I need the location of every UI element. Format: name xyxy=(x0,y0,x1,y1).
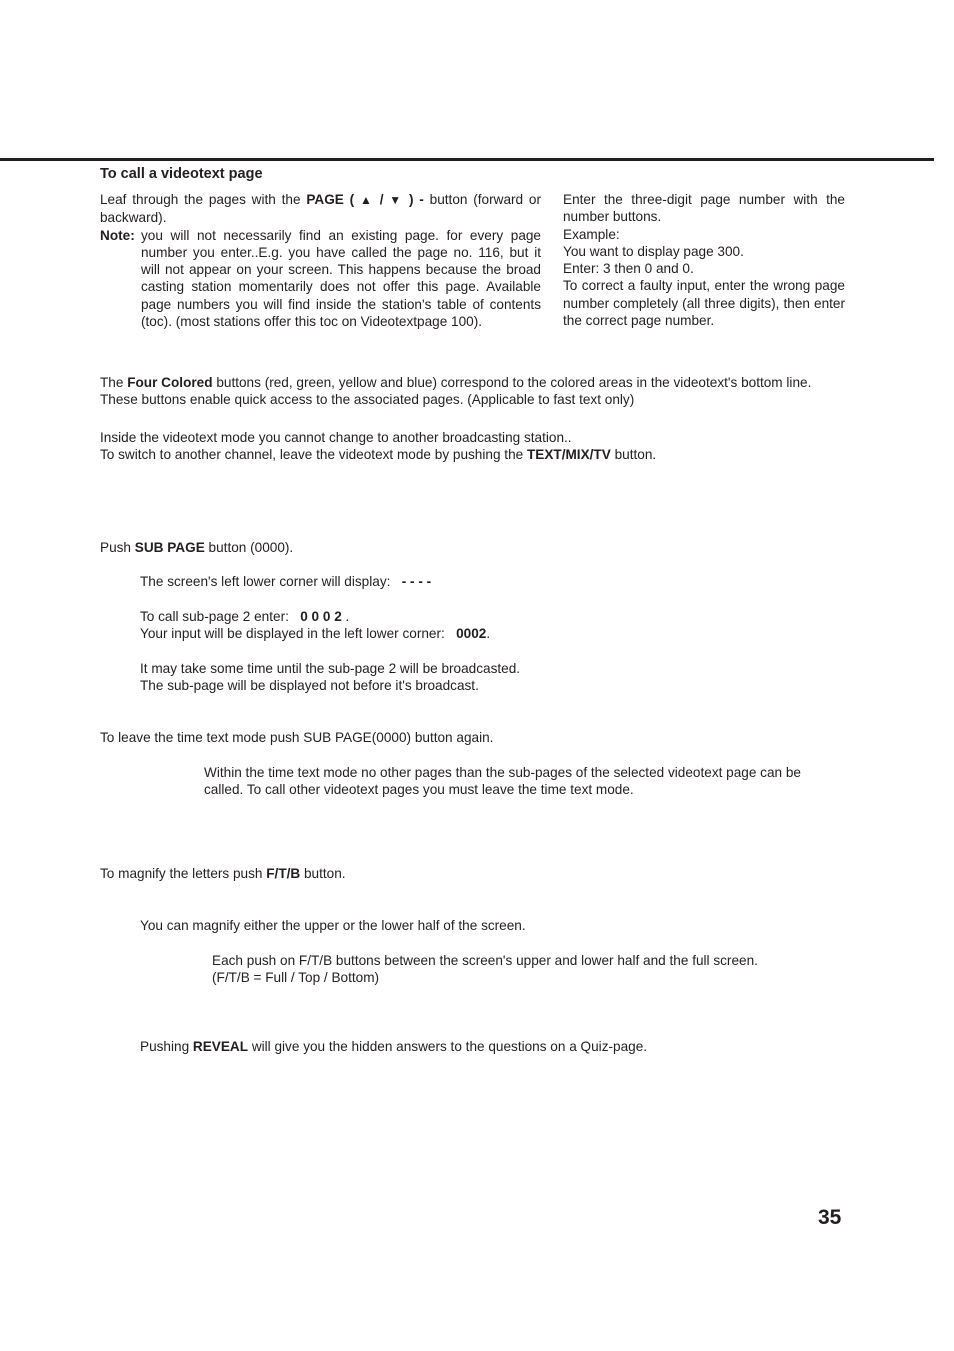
magnify-paragraph: To magnify the letters push F/T/B button. xyxy=(100,866,346,881)
right-paragraph-5: To correct a faulty input, enter the wrong page number completely (all three digits), then enter the correct page number. xyxy=(563,278,845,329)
note-label: Note: xyxy=(100,227,135,243)
subpage-leave: To leave the time text mode push SUB PAGE(0000) button again. xyxy=(100,730,494,745)
station-paragraph: Inside the videotext mode you cannot change to another broadcasting station.. To switch to another channel, leave the videotext mode by pushing the TEXT/MIX/TV button. xyxy=(100,430,657,463)
magnify-either: You can magnify either the upper or the lower half of the screen. xyxy=(140,918,526,933)
right-paragraph-2: Example: xyxy=(563,226,620,242)
colored-buttons-paragraph: The Four Colored buttons (red, green, yellow and blue) correspond to the colored areas in the videotext's bottom line. These buttons enable quick access to the associated pages. (Applicable to fast text only) xyxy=(100,375,812,408)
section-title: To call a videotext page xyxy=(100,166,263,182)
subpage-push: Push SUB PAGE button (0000). xyxy=(100,540,294,555)
subpage-call: To call sub-page 2 enter: 0 0 0 2 . Your input will be displayed in the left lower corner: 0002. xyxy=(140,609,491,642)
subpage-corner: The screen's left lower corner will display: - - - - xyxy=(140,574,432,589)
page-number: 35 xyxy=(818,1206,842,1229)
left-column xyxy=(100,191,541,330)
right-paragraph-1: Enter the three-digit page number with the number buttons. xyxy=(563,192,845,225)
subpage-wait: It may take some time until the sub-page 2 will be broadcasted. The sub-page will be displayed not before it's broadcast. xyxy=(140,661,521,694)
leaf-paragraph: Leaf through the pages with the PAGE ( ▲ / ▼ ) - button (forward or backward). xyxy=(100,192,541,226)
magnify-each: Each push on F/T/B buttons between the screen's upper and lower half and the full screen. (F/T/B = Full / Top / Bottom) xyxy=(212,953,758,986)
arrow-down-icon: ▼ xyxy=(389,193,404,207)
note-body: you will not necessarily find an existing page. for every page number you enter..E.g. you have called the page no. 116, but it will not appear on your screen. This happens because the broad casting station momentarily does not offer this page. Available page numbers you will find inside the station's table of contents (toc). (most stations offer this toc on Videotextpage 100). xyxy=(141,227,541,330)
right-column xyxy=(563,191,845,329)
arrow-up-icon: ▲ xyxy=(360,193,374,207)
right-paragraph-4: Enter: 3 then 0 and 0. xyxy=(563,261,694,277)
subpage-within: Within the time text mode no other pages than the sub-pages of the selected videotext page can be called. To call other videotext pages you must leave the time text mode. xyxy=(204,765,801,798)
reveal-paragraph: Pushing REVEAL will give you the hidden answers to the questions on a Quiz-page. xyxy=(140,1039,648,1054)
page-button-label: PAGE ( ▲ / ▼ ) - xyxy=(306,192,424,207)
right-paragraph-3: You want to display page 300. xyxy=(563,243,744,259)
note-paragraph xyxy=(100,227,541,331)
header-rule xyxy=(0,158,934,161)
